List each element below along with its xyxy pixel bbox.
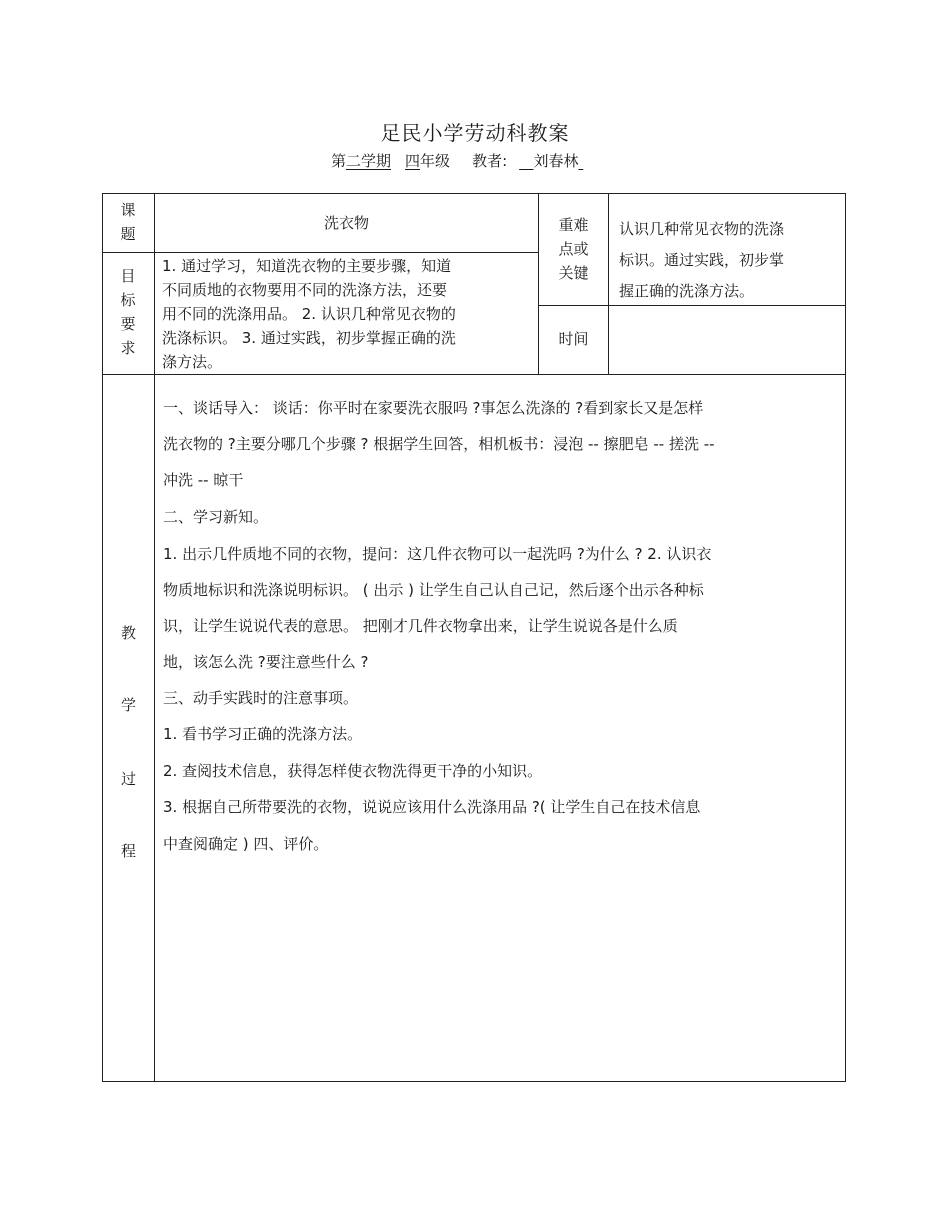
process-label-char: 程 xyxy=(120,842,136,860)
process-line: 一、谈话导入： 谈话：你平时在家要洗衣服吗 ?事怎么洗涤的 ?看到家长又是怎样 xyxy=(163,399,704,417)
goal-label: 目 标 要 求 xyxy=(120,267,136,357)
lesson-plan-table xyxy=(102,193,846,1082)
process-line: 1. 出示几件质地不同的衣物，提问：这几件衣物可以一起洗吗 ?为什么 ? 2. 认识衣 xyxy=(163,545,712,563)
process-line: 二、学习新知。 xyxy=(163,508,269,526)
process-line: 三、动手实践时的注意事项。 xyxy=(163,689,359,707)
semester-value: 二学期 xyxy=(346,152,392,170)
process-line: 1. 看书学习正确的洗涤方法。 xyxy=(163,725,363,743)
time-label: 时间 xyxy=(558,330,589,348)
process-label-char: 教 xyxy=(120,624,136,642)
grade-suffix: 年级 xyxy=(420,152,451,170)
process-line: 中查阅确定 ) 四、评价。 xyxy=(163,835,329,853)
process-line: 洗衣物的 ?主要分哪几个步骤 ? 根据学生回答，相机板书：浸泡 -- 擦肥皂 -- 搓洗 -- xyxy=(163,435,715,453)
process-line: 2. 查阅技术信息，获得怎样使衣物洗得更干净的小知识。 xyxy=(163,762,543,780)
topic-value: 洗衣物 xyxy=(323,214,369,232)
key-points-text: 认识几种常见衣物的洗涤 标识。通过实践，初步掌 握正确的洗涤方法。 xyxy=(619,220,785,300)
process-line: 3. 根据自己所带要洗的衣物，说说应该用什么洗涤用品 ?( 让学生自己在技术信息 xyxy=(163,798,701,816)
teacher-name: 刘春林 xyxy=(533,152,579,170)
process-label-char: 过 xyxy=(120,770,136,788)
process-line: 识，让学生说说代表的意思。 把刚才几件衣物拿出来，让学生说说各是什么质 xyxy=(163,617,678,635)
key-points-label: 重难 点或 关键 xyxy=(558,216,589,282)
teacher-label: 教者: xyxy=(472,152,508,170)
topic-label: 课 题 xyxy=(120,201,136,243)
process-line: 地，该怎么洗 ?要注意些什么 ? xyxy=(163,653,369,671)
process-label-char: 学 xyxy=(120,696,136,714)
semester-prefix: 第 xyxy=(331,152,347,170)
goal-text: 1. 通过学习，知道洗衣物的主要步骤，知道 不同质地的衣物要用不同的洗涤方法，还要 用不同的洗涤用品。 2. 认识几种常见衣物的 洗涤标识。 3. 通过实践，初步掌握正确的洗 涤方法。 xyxy=(162,257,456,371)
grade-value: 四 xyxy=(405,152,421,170)
process-line: 物质地标识和洗涤说明标识。 ( 出示 ) 让学生自己认自己记，然后逐个出示各种标 xyxy=(163,581,704,599)
lesson-plan-title: 足民小学劳动科教案 xyxy=(380,121,570,145)
process-line: 冲洗 -- 晾干 xyxy=(163,471,244,489)
lesson-plan-meta xyxy=(331,150,583,171)
